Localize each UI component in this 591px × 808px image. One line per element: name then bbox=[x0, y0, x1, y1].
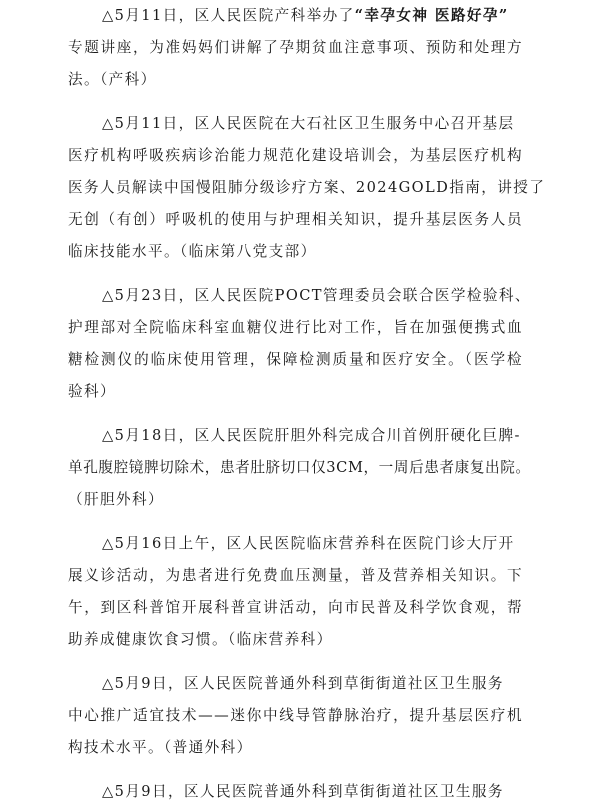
news-paragraph-respiratory-training bbox=[68, 108, 546, 268]
document-page bbox=[68, 0, 546, 808]
text-line: 助养成健康饮食习惯。（临床营养科） bbox=[68, 631, 333, 648]
text-line: 中心推广适宜技术——迷你中线导管静脉治疗，提升基层医疗机 bbox=[68, 707, 523, 724]
text-line: △5月11日，区人民医院产科举办了“幸孕女神 医路好孕” bbox=[102, 7, 509, 24]
text-line: 单孔腹腔镜脾切除术，患者肚脐切口仅3CM，一周后患者康复出院。 bbox=[68, 459, 531, 476]
text-line: 医疗机构呼吸疾病诊治能力规范化建设培训会，为基层医疗机构 bbox=[68, 147, 523, 164]
text-line: △5月9日，区人民医院普通外科到草街街道社区卫生服务 bbox=[102, 675, 504, 692]
text-line: 专题讲座，为准妈妈们讲解了孕期贫血注意事项、预防和处理方 bbox=[68, 39, 523, 56]
text-line: 医务人员解读中国慢阻肺分级诊疗方案、2024GOLD指南，讲授了 bbox=[68, 179, 546, 196]
text-line: 临床技能水平。（临床第八党支部） bbox=[68, 243, 317, 260]
text-line: 无创（有创）呼吸机的使用与护理相关知识，提升基层医务人员 bbox=[68, 211, 523, 228]
text-line: △5月18日，区人民医院肝胆外科完成合川首例肝硬化巨脾- bbox=[102, 427, 521, 444]
text-line: △5月23日，区人民医院POCT管理委员会联合医学检验科、 bbox=[102, 287, 531, 304]
text-line: 护理部对全院临床科室血糖仪进行比对工作，旨在加强便携式血 bbox=[68, 319, 523, 336]
text-line: 验科） bbox=[68, 383, 116, 400]
news-paragraph-hepatobiliary bbox=[68, 420, 531, 516]
text-line: 展义诊活动，为患者进行免费血压测量，普及营养相关知识。下 bbox=[68, 567, 523, 584]
text-line: △5月9日，区人民医院普通外科到草街街道社区卫生服务 bbox=[102, 783, 504, 800]
text-line: 法。（产科） bbox=[68, 71, 157, 88]
event-slogan: “幸孕女神 医路好孕” bbox=[354, 7, 509, 24]
news-paragraph-obstetrics bbox=[68, 0, 523, 96]
news-paragraph-general-surgery bbox=[68, 668, 523, 764]
text-line: 午，到区科普馆开展科普宣讲活动，向市民普及科学饮食观，帮 bbox=[68, 599, 523, 616]
text-line: 糖检测仪的临床使用管理，保障检测质量和医疗安全。（医学检 bbox=[68, 351, 523, 368]
text-line: （肝胆外科） bbox=[68, 491, 164, 508]
text-line: △5月11日，区人民医院在大石社区卫生服务中心召开基层 bbox=[102, 115, 515, 132]
news-paragraph-poct bbox=[68, 280, 531, 408]
text-line: △5月16日上午，区人民医院临床营养科在医院门诊大厅开 bbox=[102, 535, 515, 552]
news-paragraph-nutrition bbox=[68, 528, 523, 656]
text-line: 构技术水平。（普通外科） bbox=[68, 739, 253, 756]
news-paragraph-general-surgery-repeat bbox=[68, 776, 523, 808]
